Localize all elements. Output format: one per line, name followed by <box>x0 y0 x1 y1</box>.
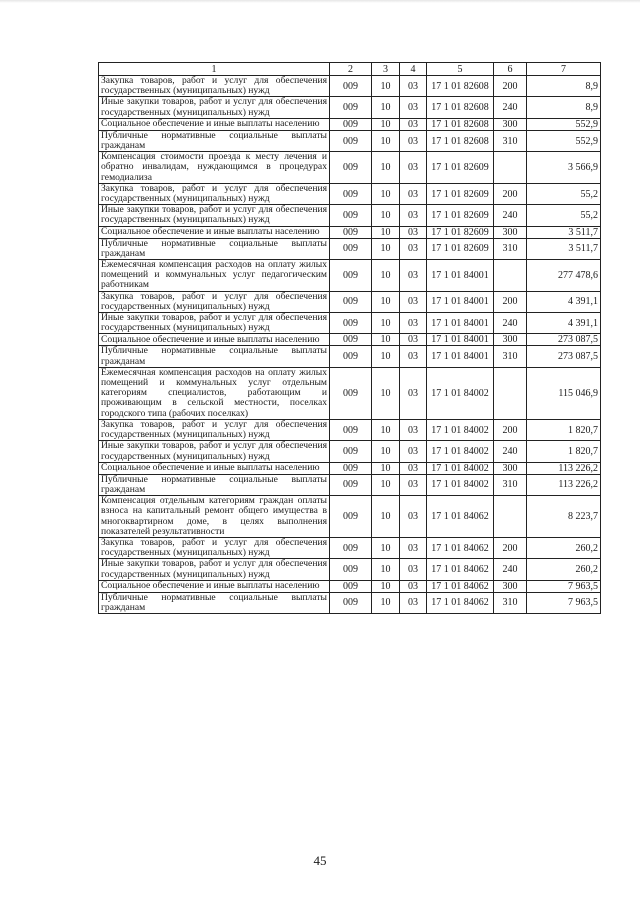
table-row <box>99 559 601 580</box>
expense-type-cell: 300 <box>494 118 527 130</box>
amount-cell: 1 820,7 <box>527 419 601 440</box>
section-code-cell: 10 <box>372 559 400 580</box>
subsection-code-cell: 03 <box>400 313 427 334</box>
expense-name-cell: Иные закупки товаров, работ и услуг для обеспечения государственных (муниципальных) нужд <box>99 441 330 462</box>
expense-type-cell: 300 <box>494 226 527 238</box>
section-code-cell: 10 <box>372 205 400 226</box>
expense-type-cell: 240 <box>494 441 527 462</box>
target-article-cell: 17 1 01 84001 <box>427 313 494 334</box>
column-number: 2 <box>330 63 372 76</box>
table-row <box>99 152 601 184</box>
expense-name-cell: Публичные нормативные социальные выплаты гражданам <box>99 346 330 367</box>
expense-name-cell: Ежемесячная компенсация расходов на оплату жилых помещений и коммунальных услуг отдельным категориям специалистов, работающим и проживающим в сельской местности, поселках городского типа (рабочих поселках) <box>99 367 330 419</box>
expense-name-cell: Закупка товаров, работ и услуг для обеспечения государственных (муниципальных) нужд <box>99 76 330 97</box>
section-code-cell: 10 <box>372 496 400 538</box>
subsection-code-cell: 03 <box>400 260 427 292</box>
section-code-cell: 10 <box>372 367 400 419</box>
expense-name-cell: Ежемесячная компенсация расходов на оплату жилых помещений и коммунальных услуг педагогическим работникам <box>99 260 330 292</box>
table-row <box>99 496 601 538</box>
target-article-cell: 17 1 01 82609 <box>427 152 494 184</box>
table-row <box>99 226 601 238</box>
subsection-code-cell: 03 <box>400 462 427 474</box>
amount-cell: 55,2 <box>527 183 601 204</box>
subsection-code-cell: 03 <box>400 537 427 558</box>
expense-type-cell: 310 <box>494 592 527 613</box>
target-article-cell: 17 1 01 82609 <box>427 238 494 259</box>
section-code-cell: 10 <box>372 238 400 259</box>
table-row <box>99 118 601 130</box>
section-code-cell: 10 <box>372 462 400 474</box>
table-row <box>99 592 601 613</box>
expense-type-cell: 310 <box>494 474 527 495</box>
expense-type-cell: 300 <box>494 580 527 592</box>
scan-edge <box>0 0 640 3</box>
table-row <box>99 130 601 151</box>
target-article-cell: 17 1 01 84002 <box>427 441 494 462</box>
ministry-code-cell: 009 <box>330 419 372 440</box>
expense-name-cell: Социальное обеспечение и иные выплаты населению <box>99 580 330 592</box>
expense-name-cell: Закупка товаров, работ и услуг для обеспечения государственных (муниципальных) нужд <box>99 291 330 312</box>
column-number: 6 <box>494 63 527 76</box>
table-row <box>99 97 601 118</box>
ministry-code-cell: 009 <box>330 152 372 184</box>
ministry-code-cell: 009 <box>330 559 372 580</box>
amount-cell: 260,2 <box>527 559 601 580</box>
section-code-cell: 10 <box>372 118 400 130</box>
column-number: 3 <box>372 63 400 76</box>
section-code-cell: 10 <box>372 260 400 292</box>
ministry-code-cell: 009 <box>330 238 372 259</box>
subsection-code-cell: 03 <box>400 496 427 538</box>
section-code-cell: 10 <box>372 537 400 558</box>
target-article-cell: 17 1 01 84001 <box>427 260 494 292</box>
amount-cell: 8,9 <box>527 97 601 118</box>
subsection-code-cell: 03 <box>400 76 427 97</box>
page-number: 45 <box>313 853 327 868</box>
column-number: 7 <box>527 63 601 76</box>
budget-table <box>98 62 601 614</box>
table-row <box>99 313 601 334</box>
target-article-cell: 17 1 01 84001 <box>427 291 494 312</box>
ministry-code-cell: 009 <box>330 291 372 312</box>
section-code-cell: 10 <box>372 441 400 462</box>
target-article-cell: 17 1 01 82608 <box>427 118 494 130</box>
ministry-code-cell: 009 <box>330 118 372 130</box>
target-article-cell: 17 1 01 82609 <box>427 205 494 226</box>
expense-type-cell: 310 <box>494 346 527 367</box>
column-number-row <box>99 63 601 76</box>
target-article-cell: 17 1 01 82608 <box>427 130 494 151</box>
amount-cell: 8 223,7 <box>527 496 601 538</box>
column-number: 5 <box>427 63 494 76</box>
amount-cell: 4 391,1 <box>527 313 601 334</box>
column-number: 1 <box>99 63 330 76</box>
expense-type-cell: 240 <box>494 313 527 334</box>
target-article-cell: 17 1 01 84002 <box>427 462 494 474</box>
ministry-code-cell: 009 <box>330 334 372 346</box>
section-code-cell: 10 <box>372 313 400 334</box>
ministry-code-cell: 009 <box>330 441 372 462</box>
expense-name-cell: Публичные нормативные социальные выплаты гражданам <box>99 474 330 495</box>
expense-name-cell: Закупка товаров, работ и услуг для обеспечения государственных (муниципальных) нужд <box>99 419 330 440</box>
expense-type-cell: 240 <box>494 205 527 226</box>
amount-cell: 8,9 <box>527 76 601 97</box>
subsection-code-cell: 03 <box>400 334 427 346</box>
amount-cell: 260,2 <box>527 537 601 558</box>
target-article-cell: 17 1 01 84002 <box>427 419 494 440</box>
table-row <box>99 441 601 462</box>
table-row <box>99 238 601 259</box>
subsection-code-cell: 03 <box>400 205 427 226</box>
ministry-code-cell: 009 <box>330 462 372 474</box>
amount-cell: 277 478,6 <box>527 260 601 292</box>
table-row <box>99 474 601 495</box>
ministry-code-cell: 009 <box>330 496 372 538</box>
expense-type-cell: 200 <box>494 183 527 204</box>
target-article-cell: 17 1 01 84062 <box>427 537 494 558</box>
expense-name-cell: Публичные нормативные социальные выплаты гражданам <box>99 238 330 259</box>
amount-cell: 55,2 <box>527 205 601 226</box>
subsection-code-cell: 03 <box>400 118 427 130</box>
subsection-code-cell: 03 <box>400 592 427 613</box>
amount-cell: 113 226,2 <box>527 462 601 474</box>
amount-cell: 273 087,5 <box>527 346 601 367</box>
expense-name-cell: Публичные нормативные социальные выплаты гражданам <box>99 592 330 613</box>
target-article-cell: 17 1 01 84001 <box>427 334 494 346</box>
ministry-code-cell: 009 <box>330 592 372 613</box>
ministry-code-cell: 009 <box>330 183 372 204</box>
expense-type-cell: 200 <box>494 291 527 312</box>
subsection-code-cell: 03 <box>400 441 427 462</box>
expense-name-cell: Социальное обеспечение и иные выплаты населению <box>99 118 330 130</box>
amount-cell: 7 963,5 <box>527 592 601 613</box>
expense-name-cell: Закупка товаров, работ и услуг для обеспечения государственных (муниципальных) нужд <box>99 183 330 204</box>
ministry-code-cell: 009 <box>330 474 372 495</box>
expense-name-cell: Иные закупки товаров, работ и услуг для обеспечения государственных (муниципальных) нужд <box>99 559 330 580</box>
target-article-cell: 17 1 01 84002 <box>427 367 494 419</box>
expense-type-cell <box>494 152 527 184</box>
expense-name-cell: Иные закупки товаров, работ и услуг для обеспечения государственных (муниципальных) нужд <box>99 97 330 118</box>
table-row <box>99 76 601 97</box>
section-code-cell: 10 <box>372 334 400 346</box>
target-article-cell: 17 1 01 84062 <box>427 496 494 538</box>
subsection-code-cell: 03 <box>400 238 427 259</box>
target-article-cell: 17 1 01 84001 <box>427 346 494 367</box>
target-article-cell: 17 1 01 84062 <box>427 580 494 592</box>
table-row <box>99 334 601 346</box>
subsection-code-cell: 03 <box>400 152 427 184</box>
table-row <box>99 537 601 558</box>
expense-name-cell: Социальное обеспечение и иные выплаты населению <box>99 334 330 346</box>
amount-cell: 552,9 <box>527 130 601 151</box>
ministry-code-cell: 009 <box>330 260 372 292</box>
subsection-code-cell: 03 <box>400 419 427 440</box>
table-row <box>99 462 601 474</box>
subsection-code-cell: 03 <box>400 346 427 367</box>
target-article-cell: 17 1 01 82608 <box>427 97 494 118</box>
ministry-code-cell: 009 <box>330 346 372 367</box>
subsection-code-cell: 03 <box>400 130 427 151</box>
expense-type-cell <box>494 367 527 419</box>
table-row <box>99 205 601 226</box>
ministry-code-cell: 009 <box>330 130 372 151</box>
section-code-cell: 10 <box>372 346 400 367</box>
expense-type-cell: 240 <box>494 559 527 580</box>
table-row <box>99 346 601 367</box>
target-article-cell: 17 1 01 82608 <box>427 76 494 97</box>
table-row <box>99 260 601 292</box>
amount-cell: 7 963,5 <box>527 580 601 592</box>
column-number: 4 <box>400 63 427 76</box>
target-article-cell: 17 1 01 82609 <box>427 183 494 204</box>
amount-cell: 273 087,5 <box>527 334 601 346</box>
document-page <box>98 62 600 614</box>
expense-type-cell: 200 <box>494 76 527 97</box>
section-code-cell: 10 <box>372 152 400 184</box>
subsection-code-cell: 03 <box>400 226 427 238</box>
expense-type-cell: 240 <box>494 97 527 118</box>
subsection-code-cell: 03 <box>400 559 427 580</box>
section-code-cell: 10 <box>372 592 400 613</box>
expense-name-cell: Закупка товаров, работ и услуг для обеспечения государственных (муниципальных) нужд <box>99 537 330 558</box>
subsection-code-cell: 03 <box>400 291 427 312</box>
ministry-code-cell: 009 <box>330 226 372 238</box>
section-code-cell: 10 <box>372 183 400 204</box>
subsection-code-cell: 03 <box>400 367 427 419</box>
target-article-cell: 17 1 01 82609 <box>427 226 494 238</box>
ministry-code-cell: 009 <box>330 76 372 97</box>
expense-name-cell: Публичные нормативные социальные выплаты гражданам <box>99 130 330 151</box>
section-code-cell: 10 <box>372 419 400 440</box>
ministry-code-cell: 009 <box>330 537 372 558</box>
section-code-cell: 10 <box>372 76 400 97</box>
subsection-code-cell: 03 <box>400 97 427 118</box>
expense-type-cell <box>494 496 527 538</box>
section-code-cell: 10 <box>372 291 400 312</box>
target-article-cell: 17 1 01 84002 <box>427 474 494 495</box>
table-row <box>99 183 601 204</box>
amount-cell: 552,9 <box>527 118 601 130</box>
expense-type-cell: 310 <box>494 130 527 151</box>
expense-type-cell: 310 <box>494 238 527 259</box>
amount-cell: 3 566,9 <box>527 152 601 184</box>
section-code-cell: 10 <box>372 474 400 495</box>
table-row <box>99 291 601 312</box>
subsection-code-cell: 03 <box>400 580 427 592</box>
table-row <box>99 367 601 419</box>
section-code-cell: 10 <box>372 130 400 151</box>
expense-type-cell: 300 <box>494 334 527 346</box>
target-article-cell: 17 1 01 84062 <box>427 592 494 613</box>
expense-name-cell: Социальное обеспечение и иные выплаты населению <box>99 462 330 474</box>
ministry-code-cell: 009 <box>330 367 372 419</box>
section-code-cell: 10 <box>372 97 400 118</box>
target-article-cell: 17 1 01 84062 <box>427 559 494 580</box>
expense-name-cell: Иные закупки товаров, работ и услуг для обеспечения государственных (муниципальных) нужд <box>99 205 330 226</box>
ministry-code-cell: 009 <box>330 205 372 226</box>
expense-type-cell: 200 <box>494 537 527 558</box>
ministry-code-cell: 009 <box>330 580 372 592</box>
section-code-cell: 10 <box>372 580 400 592</box>
expense-name-cell: Социальное обеспечение и иные выплаты населению <box>99 226 330 238</box>
amount-cell: 3 511,7 <box>527 238 601 259</box>
amount-cell: 1 820,7 <box>527 441 601 462</box>
ministry-code-cell: 009 <box>330 313 372 334</box>
expense-name-cell: Компенсация отдельным категориям граждан оплаты взноса на капитальный ремонт общего имущества в многоквартирном доме, в целях выполнения показателей результативности <box>99 496 330 538</box>
ministry-code-cell: 009 <box>330 97 372 118</box>
amount-cell: 4 391,1 <box>527 291 601 312</box>
expense-type-cell: 200 <box>494 419 527 440</box>
subsection-code-cell: 03 <box>400 183 427 204</box>
subsection-code-cell: 03 <box>400 474 427 495</box>
amount-cell: 113 226,2 <box>527 474 601 495</box>
section-code-cell: 10 <box>372 226 400 238</box>
amount-cell: 3 511,7 <box>527 226 601 238</box>
expense-name-cell: Иные закупки товаров, работ и услуг для обеспечения государственных (муниципальных) нужд <box>99 313 330 334</box>
table-row <box>99 419 601 440</box>
table-row <box>99 580 601 592</box>
expense-type-cell: 300 <box>494 462 527 474</box>
expense-type-cell <box>494 260 527 292</box>
expense-name-cell: Компенсация стоимости проезда к месту лечения и обратно инвалидам, нуждающимся в процедурах гемодиализа <box>99 152 330 184</box>
amount-cell: 115 046,9 <box>527 367 601 419</box>
